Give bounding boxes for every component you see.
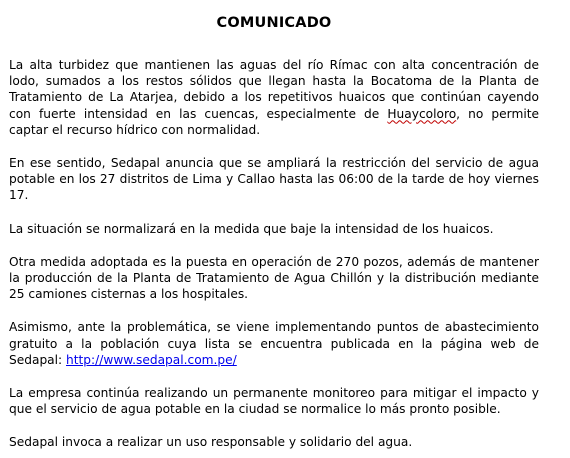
- paragraph-normalization: La situación se normalizará en la medida que baje la intensidad de los huaicos.: [9, 221, 494, 236]
- paragraph-supply-points-text: Asimismo, ante la problemática, se viene implementando puntos de abastecimiento gratuito a la población cuya lista se encuentra publicada en la página web de Sedapal:: [9, 320, 539, 367]
- paragraph-closing: Sedapal invoca a realizar un uso responsable y solidario del agua.: [9, 435, 413, 450]
- sedapal-website-link[interactable]: http://www.sedapal.com.pe/: [66, 352, 237, 367]
- document-title: COMUNICADO: [216, 15, 332, 31]
- paragraph-turbidity: [9, 57, 539, 138]
- paragraph-monitoring: La empresa continúa realizando un permanente monitoreo para mitigar el impacto y que el servicio de agua potable en la ciudad se normalice lo más pronto posible.: [9, 386, 539, 417]
- paragraph-restriction: En ese sentido, Sedapal anuncia que se ampliará la restricción del servicio de agua potable en los 27 distritos de Lima y Callao hasta las 06:00 de la tarde de hoy viernes 17.: [9, 156, 539, 203]
- document-page: [0, 14, 570, 458]
- spellcheck-flagged-word: Huaycoloro: [387, 106, 457, 121]
- paragraph-turbidity-text-start: La alta turbidez que mantienen las aguas del río Rímac con alta concentración de lodo, sumados a los restos sólidos que llegan hasta la Bocatoma de la Planta de Tratamiento de La Atarjea, debido a los repetitivos huaicos que continúan cayendo con fuerte intensidad en las cuencas, especialmente de: [9, 58, 539, 121]
- paragraph-turbidity-text-end: , no permite captar el recurso hídrico con normalidad.: [9, 106, 539, 137]
- paragraph-wells: Otra medida adoptada es la puesta en operación de 270 pozos, además de mantener la producción de la Planta de Tratamiento de Agua Chillón y la distribución mediante 25 camiones cisternas a los hospitales.: [9, 254, 539, 302]
- paragraph-supply-points: [9, 319, 539, 368]
